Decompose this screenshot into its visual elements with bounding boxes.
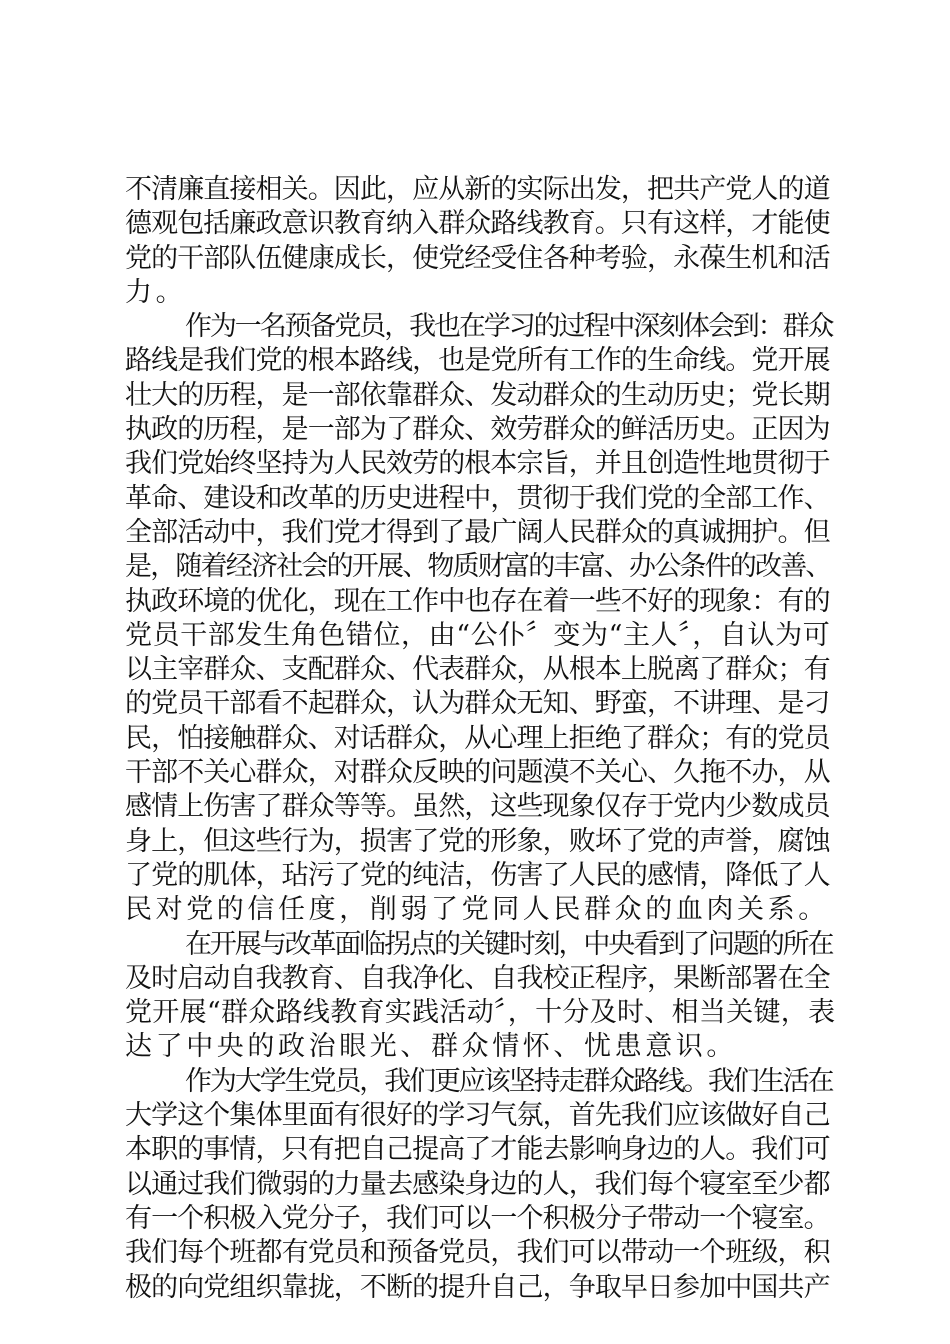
text-line: 民，怕接触群众、对话群众，从心理上拒绝了群众；有的党员 bbox=[125, 722, 830, 754]
document-body bbox=[125, 173, 835, 1305]
text-line: 党员干部发生角色错位，由“公仆〞变为“主人〞，自认为可 bbox=[125, 619, 831, 651]
text-line: 及时启动自我教育、自我净化、自我校正程序，果断部署在全 bbox=[125, 962, 830, 994]
text-line: 全部活动中，我们党才得到了最广阔人民群众的真诚拥护。但 bbox=[125, 516, 830, 548]
text-line: 壮大的历程，是一部依靠群众、发动群众的生动历史；党长期 bbox=[125, 379, 830, 411]
text-line: 力。 bbox=[125, 276, 187, 308]
text-line: 执政的历程，是一部为了群众、效劳群众的鲜活历史。正因为 bbox=[125, 414, 830, 446]
text-line: 党开展“群众路线教育实践活动〞，十分及时、相当关键，表 bbox=[125, 997, 836, 1029]
text-line: 民对党的信任度，削弱了党同人民群众的血肉关系。 bbox=[125, 894, 829, 926]
text-line: 干部不关心群众，对群众反映的问题漠不关心、久拖不办，从 bbox=[125, 757, 830, 789]
text-line: 以通过我们微弱的力量去感染身边的人，我们每个寝室至少都 bbox=[125, 1168, 830, 1200]
text-line: 感情上伤害了群众等等。虽然，这些现象仅存于党内少数成员 bbox=[125, 791, 830, 823]
paragraph-first-line: 作为一名预备党员，我也在学习的过程中深刻体会到：群众 bbox=[185, 311, 833, 343]
text-line: 德观包括廉政意识教育纳入群众路线教育。只有这样，才能使 bbox=[125, 208, 830, 240]
text-line: 是，随着经济社会的开展、物质财富的丰富、办公条件的改善、 bbox=[125, 551, 831, 583]
text-line: 党的干部队伍健康成长，使党经受住各种考验，永葆生机和活 bbox=[125, 242, 830, 274]
paragraph-first-line: 作为大学生党员，我们更应该坚持走群众路线。我们生活在 bbox=[185, 1065, 833, 1097]
text-line: 路线是我们党的根本路线，也是党所有工作的生命线。党开展 bbox=[125, 345, 830, 377]
text-line: 有一个积极入党分子，我们可以一个积极分子带动一个寝室。 bbox=[125, 1202, 830, 1234]
text-line: 不清廉直接相关。因此，应从新的实际出发，把共产党人的道 bbox=[125, 174, 830, 205]
text-line: 了党的肌体，玷污了党的纯洁，伤害了人民的感情，降低了人 bbox=[125, 859, 830, 891]
text-line: 本职的事情，只有把自己提高了才能去影响身边的人。我们可 bbox=[125, 1134, 830, 1166]
text-line: 达了中央的政治眼光、群众情怀、忧患意识。 bbox=[125, 1031, 737, 1063]
paragraph-first-line: 在开展与改革面临拐点的关键时刻，中央看到了问题的所在 bbox=[185, 928, 833, 960]
text-line: 大学这个集体里面有很好的学习气氛，首先我们应该做好自己 bbox=[125, 1100, 830, 1132]
text-line: 我们每个班都有党员和预备党员，我们可以带动一个班级，积 bbox=[125, 1237, 830, 1269]
text-line: 以主宰群众、支配群众、代表群众，从根本上脱离了群众；有 bbox=[125, 654, 830, 686]
text-line: 身上，但这些行为，损害了党的形象，败坏了党的声誉，腐蚀 bbox=[125, 825, 830, 857]
text-line: 执政环境的优化，现在工作中也存在着一些不好的现象：有的 bbox=[125, 585, 830, 617]
text-line: 的党员干部看不起群众，认为群众无知、野蛮，不讲理、是刁 bbox=[125, 688, 830, 720]
text-line: 我们党始终坚持为人民效劳的根本宗旨，并且创造性地贯彻于 bbox=[125, 448, 830, 480]
text-line: 革命、建设和改革的历史进程中，贯彻于我们党的全部工作、 bbox=[125, 482, 830, 514]
text-line: 极的向党组织靠拢，不断的提升自己，争取早日参加中国共产 bbox=[125, 1271, 830, 1303]
